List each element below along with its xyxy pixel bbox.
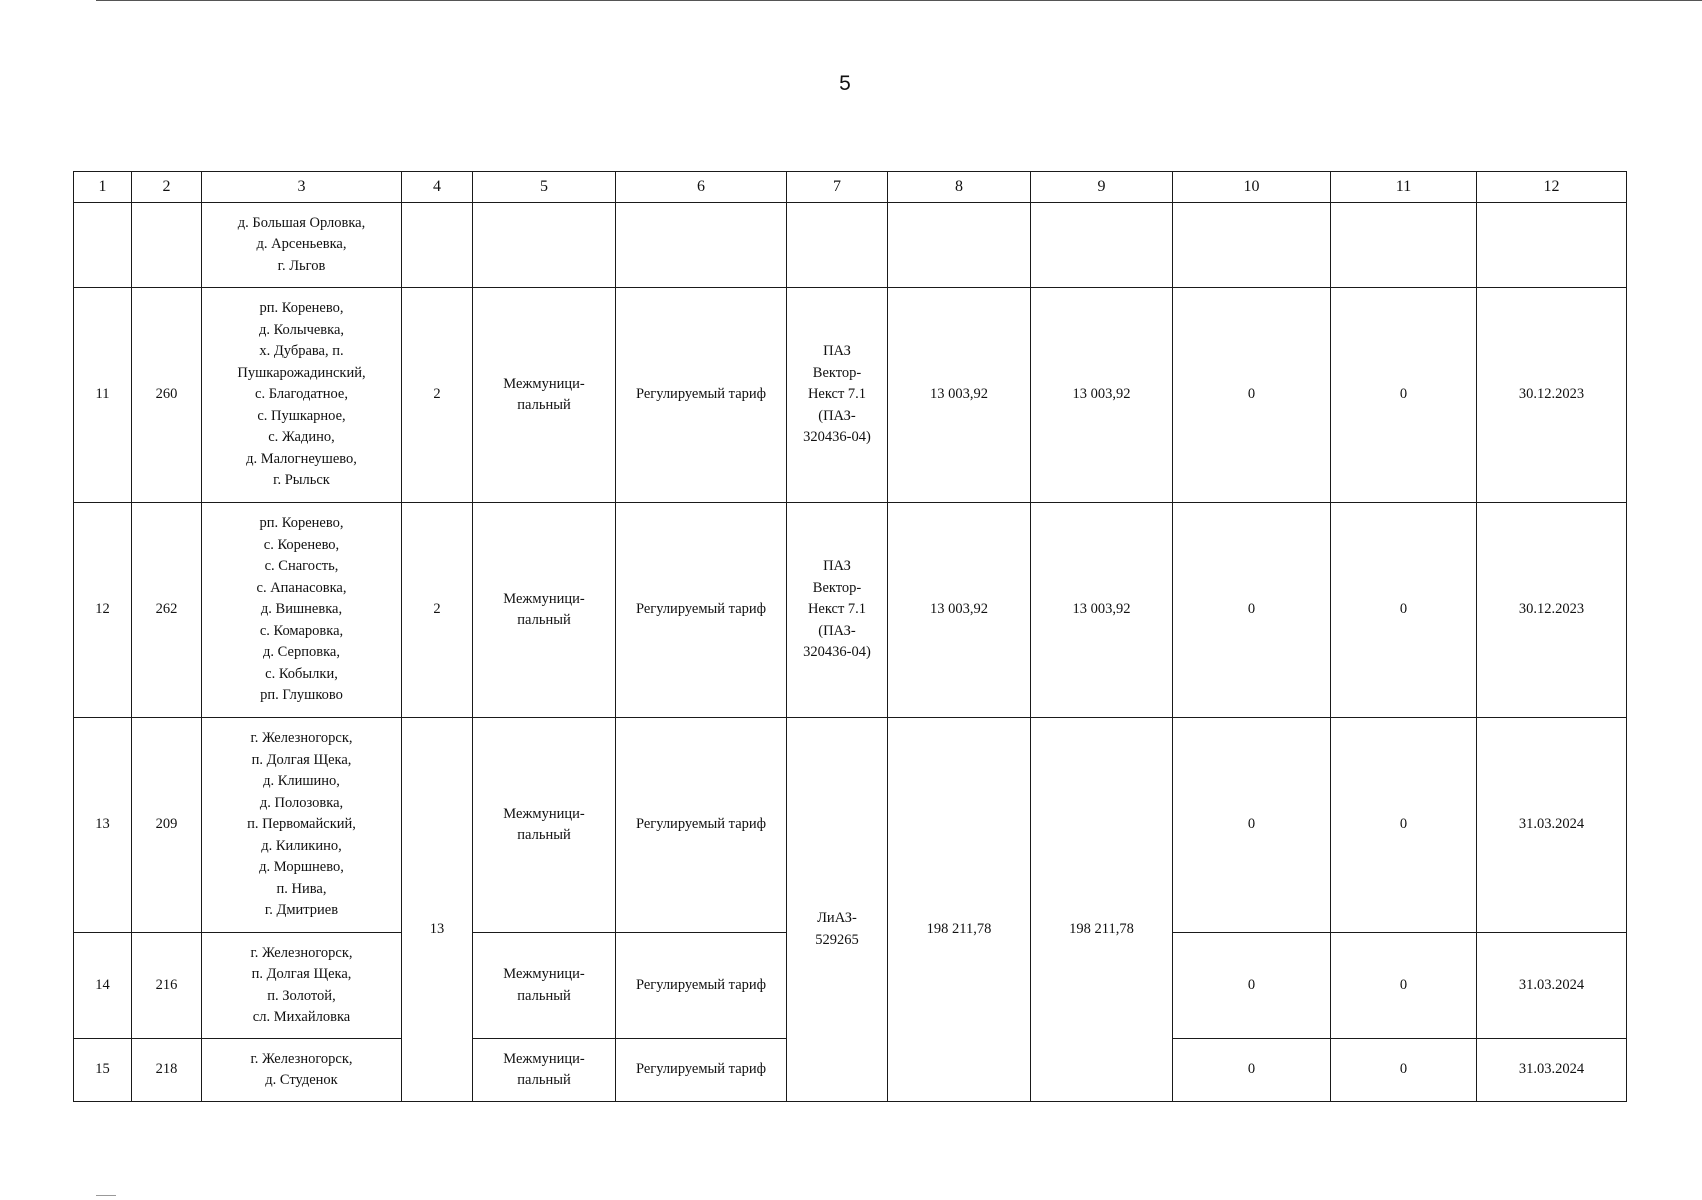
cell-col6: Регулируемый тариф (616, 288, 787, 503)
cell-col6: Регулируемый тариф (616, 503, 787, 718)
address-line: с. Кобылки, (265, 665, 338, 682)
address-line: п. Долгая Щека, (251, 751, 352, 768)
cell-address (202, 503, 402, 718)
header-row (74, 172, 1627, 203)
cell-address (202, 933, 402, 1039)
header-cell: 10 (1173, 172, 1331, 203)
cell-col8: 13 003,92 (888, 288, 1031, 503)
cell-address (202, 1039, 402, 1102)
cell-col9-merged: 198 211,78 (1031, 718, 1173, 1102)
address-line: г. Льгов (277, 257, 326, 274)
cell-col12 (1477, 203, 1627, 288)
address-line: с. Снагость, (264, 558, 339, 575)
cell-col10: 0 (1173, 503, 1331, 718)
cell-route: 260 (132, 288, 202, 503)
route-type-line: пальный (517, 397, 571, 413)
cell-col11: 0 (1331, 718, 1477, 933)
address-line: с. Комаровка, (259, 622, 344, 639)
cell-col6: Регулируемый тариф (616, 718, 787, 933)
vehicle-line: 320436-04) (803, 429, 871, 446)
address-line: д. Моршнево, (259, 859, 344, 876)
cell-route: 262 (132, 503, 202, 718)
cell-route: 218 (132, 1039, 202, 1102)
route-type-line: Межмуници- (503, 1050, 585, 1067)
header-cell: 11 (1331, 172, 1477, 203)
address-line: г. Железногорск, (250, 944, 353, 961)
header-cell: 2 (132, 172, 202, 203)
route-type-line: Межмуници- (503, 590, 585, 607)
address-line: г. Железногорск, (250, 730, 353, 747)
cell-col4: 2 (402, 503, 473, 718)
vehicle-line: Некст 7.1 (807, 386, 867, 403)
vehicle-line: ПАЗ (823, 343, 851, 360)
route-type-line: Межмуници- (503, 966, 585, 982)
cell-col11: 0 (1331, 503, 1477, 718)
cell-col10: 0 (1173, 933, 1331, 1039)
table-row (74, 288, 1627, 503)
address-line: п. Золотой, (267, 987, 336, 1004)
cell-col7-merged (787, 718, 888, 1102)
address-line: д. Колычевка, (258, 321, 345, 338)
route-type-line: Межмуници- (503, 375, 585, 392)
header-cell: 6 (616, 172, 787, 203)
cell-number: 13 (74, 718, 132, 933)
cell-col6: Регулируемый тариф (616, 933, 787, 1039)
vehicle-line: (ПАЗ- (818, 622, 856, 639)
cell-col5 (473, 718, 616, 933)
cell-col12: 30.12.2023 (1477, 288, 1627, 503)
cell-col5 (473, 503, 616, 718)
cell-number (74, 203, 132, 288)
vehicle-line: ПАЗ (823, 558, 851, 575)
cell-col6 (616, 203, 787, 288)
cell-col5 (473, 203, 616, 288)
address-line: г. Рыльск (273, 472, 330, 489)
cell-col10: 0 (1173, 1039, 1331, 1102)
address-line: д. Серповка, (263, 644, 340, 661)
top-rule (96, 0, 1702, 1)
header-cell: 12 (1477, 172, 1627, 203)
cell-col11: 0 (1331, 933, 1477, 1039)
route-type-line: Межмуници- (503, 805, 585, 822)
vehicle-line: (ПАЗ- (818, 407, 856, 424)
table-row-continuation (74, 203, 1627, 288)
header-cell: 8 (888, 172, 1031, 203)
cell-col8-merged: 198 211,78 (888, 718, 1031, 1102)
vehicle-line: ЛиАЗ- (817, 910, 857, 926)
route-type-line: пальный (517, 987, 571, 1004)
cell-col9 (1031, 203, 1173, 288)
scan-mark (96, 1195, 116, 1196)
cell-col7 (787, 288, 888, 503)
address-line: рп. Глушково (260, 687, 343, 704)
address-line: д. Арсеньевка, (256, 236, 347, 253)
cell-address (202, 718, 402, 933)
address-line: г. Дмитриев (264, 902, 339, 919)
cell-col10: 0 (1173, 288, 1331, 503)
cell-number: 11 (74, 288, 132, 503)
header-cell: 3 (202, 172, 402, 203)
cell-route: 216 (132, 933, 202, 1039)
cell-col5 (473, 288, 616, 503)
cell-route: 209 (132, 718, 202, 933)
address-line: с. Пушкарное, (257, 407, 346, 424)
address-line: х. Дубрава, п. (259, 343, 344, 360)
cell-col9: 13 003,92 (1031, 288, 1173, 503)
cell-col12: 30.12.2023 (1477, 503, 1627, 718)
route-schedule-table (73, 171, 1627, 1102)
cell-col12: 31.03.2024 (1477, 718, 1627, 933)
cell-col12: 31.03.2024 (1477, 1039, 1627, 1102)
cell-address (202, 203, 402, 288)
address-line: с. Коренево, (263, 536, 340, 553)
address-line: д. Студенок (265, 1072, 338, 1088)
header-cell: 7 (787, 172, 888, 203)
header-cell: 1 (74, 172, 132, 203)
address-line: п. Нива, (276, 880, 327, 897)
header-cell: 9 (1031, 172, 1173, 203)
cell-col4 (402, 203, 473, 288)
address-line: д. Клишино, (263, 773, 340, 790)
cell-col5 (473, 933, 616, 1039)
address-line: с. Благодатное, (255, 386, 348, 403)
vehicle-line: Вектор- (812, 579, 862, 596)
address-line: д. Вишневка, (260, 601, 343, 618)
cell-col8: 13 003,92 (888, 503, 1031, 718)
cell-address (202, 288, 402, 503)
cell-number: 14 (74, 933, 132, 1039)
header-cell: 5 (473, 172, 616, 203)
table-row (74, 718, 1627, 933)
cell-route (132, 203, 202, 288)
vehicle-line: Некст 7.1 (807, 601, 867, 618)
vehicle-line: Вектор- (812, 364, 862, 381)
address-line: Пушкарожадинский, (237, 364, 366, 381)
vehicle-line: 320436-04) (803, 644, 871, 661)
address-line: д. Малогнеушево, (246, 450, 357, 467)
address-line: д. Большая Орловка, (237, 214, 366, 231)
address-line: г. Железногорск, (250, 1050, 353, 1067)
cell-col12: 31.03.2024 (1477, 933, 1627, 1039)
cell-number: 12 (74, 503, 132, 718)
address-line: д. Полозовка, (259, 794, 344, 811)
cell-col4: 2 (402, 288, 473, 503)
address-line: п. Первомайский, (247, 816, 356, 833)
address-line: рп. Коренево, (259, 515, 344, 532)
cell-col11: 0 (1331, 1039, 1477, 1102)
address-line: с. Жадино, (268, 429, 335, 446)
cell-col9: 13 003,92 (1031, 503, 1173, 718)
header-cell: 4 (402, 172, 473, 203)
route-type-line: пальный (517, 1072, 571, 1088)
cell-col6: Регулируемый тариф (616, 1039, 787, 1102)
address-line: рп. Коренево, (259, 300, 344, 317)
route-type-line: пальный (517, 827, 571, 843)
cell-col11: 0 (1331, 288, 1477, 503)
cell-col10 (1173, 203, 1331, 288)
address-line: с. Апанасовка, (256, 579, 347, 596)
cell-col11 (1331, 203, 1477, 288)
route-type-line: пальный (517, 612, 571, 628)
address-line: п. Долгая Щека, (251, 966, 352, 982)
cell-col8 (888, 203, 1031, 288)
cell-col4-merged: 13 (402, 718, 473, 1102)
table-row (74, 503, 1627, 718)
address-line: сл. Михайловка (252, 1009, 351, 1025)
page-number: 5 (839, 72, 851, 95)
vehicle-line: 529265 (815, 931, 859, 948)
cell-col7 (787, 203, 888, 288)
cell-col10: 0 (1173, 718, 1331, 933)
cell-number: 15 (74, 1039, 132, 1102)
cell-col7 (787, 503, 888, 718)
address-line: д. Киликино, (261, 837, 342, 854)
cell-col5 (473, 1039, 616, 1102)
